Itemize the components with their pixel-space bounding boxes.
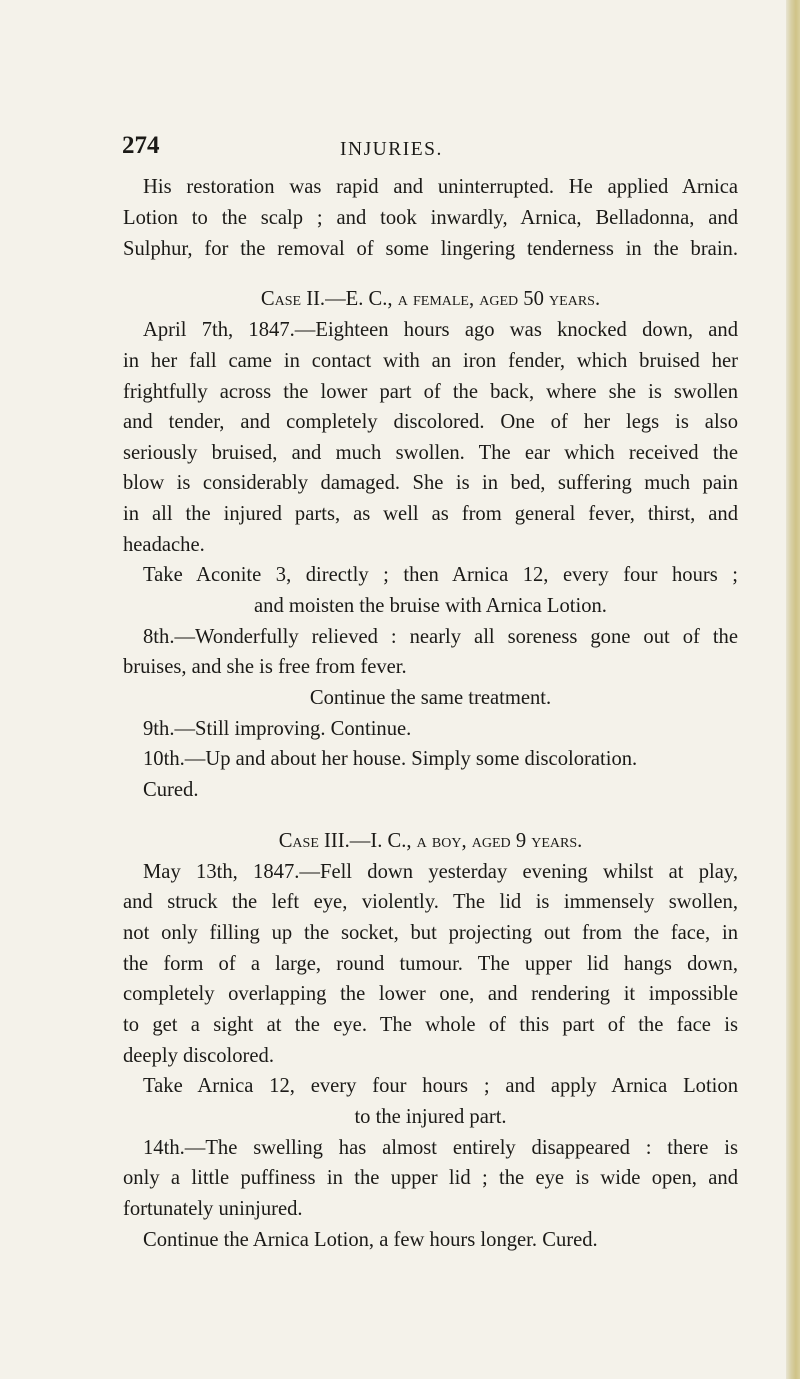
text-line: Cured. (143, 779, 199, 801)
text-line: not only filling up the socket, but projecting out from the face, in (123, 922, 738, 944)
text-line: in her fall came in contact with an iron fender, which bruised her (123, 350, 738, 372)
prescription-line: Take Aconite 3, directly ; then Arnica 12, every four hours ; (143, 564, 738, 586)
prescription-line: to the injured part. (354, 1106, 507, 1128)
page-number: 274 (122, 132, 160, 159)
text-line: April 7th, 1847.—Eighteen hours ago was knocked down, and (143, 319, 738, 341)
text-line: only a little puffiness in the upper lid ; the eye is wide open, and (123, 1167, 738, 1189)
text-line: headache. (123, 534, 205, 556)
text-line: seriously bruised, and much swollen. The ear which received the (123, 442, 738, 464)
case-heading: Case II.—E. C., a female, aged 50 years. (260, 288, 601, 310)
text-line: 8th.—Wonderfully relieved : nearly all soreness gone out of the (143, 626, 738, 648)
text-line: blow is considerably damaged. She is in bed, suffering much pain (123, 472, 738, 494)
running-title: INJURIES. (340, 139, 443, 160)
prescription-line: and moisten the bruise with Arnica Lotion. (254, 595, 607, 617)
prescription-line: Continue the same treatment. (309, 687, 552, 709)
text-line: fortunately uninjured. (123, 1198, 303, 1220)
text-line: Lotion to the scalp ; and took inwardly, Arnica, Belladonna, and (123, 207, 738, 229)
text-line: to get a sight at the eye. The whole of this part of the face is (123, 1014, 738, 1036)
text-line: Sulphur, for the removal of some lingering tenderness in the brain. (123, 238, 738, 260)
text-line: Continue the Arnica Lotion, a few hours longer. Cured. (143, 1229, 598, 1251)
text-line: completely overlapping the lower one, and rendering it impossible (123, 983, 738, 1005)
prescription-line: Take Arnica 12, every four hours ; and apply Arnica Lotion (143, 1075, 738, 1097)
text-line: May 13th, 1847.—Fell down yesterday evening whilst at play, (143, 861, 738, 883)
case-heading: Case III.—I. C., a boy, aged 9 years. (278, 830, 583, 852)
text-line: 14th.—The swelling has almost entirely disappeared : there is (143, 1137, 738, 1159)
text-line: deeply discolored. (123, 1045, 274, 1067)
text-line: 9th.—Still improving. Continue. (143, 718, 412, 740)
text-line: and tender, and completely discolored. One of her legs is also (123, 411, 738, 433)
text-line: in all the injured parts, as well as from general fever, thirst, and (123, 503, 738, 525)
text-line: frightfully across the lower part of the back, where she is swollen (123, 381, 738, 403)
text-line: 10th.—Up and about her house. Simply some discoloration. (143, 748, 638, 770)
text-line: the form of a large, round tumour. The upper lid hangs down, (123, 953, 738, 975)
text-line: His restoration was rapid and uninterrupted. He applied Arnica (143, 176, 738, 198)
text-line: and struck the left eye, violently. The lid is immensely swollen, (123, 891, 738, 913)
text-line: bruises, and she is free from fever. (123, 656, 407, 678)
